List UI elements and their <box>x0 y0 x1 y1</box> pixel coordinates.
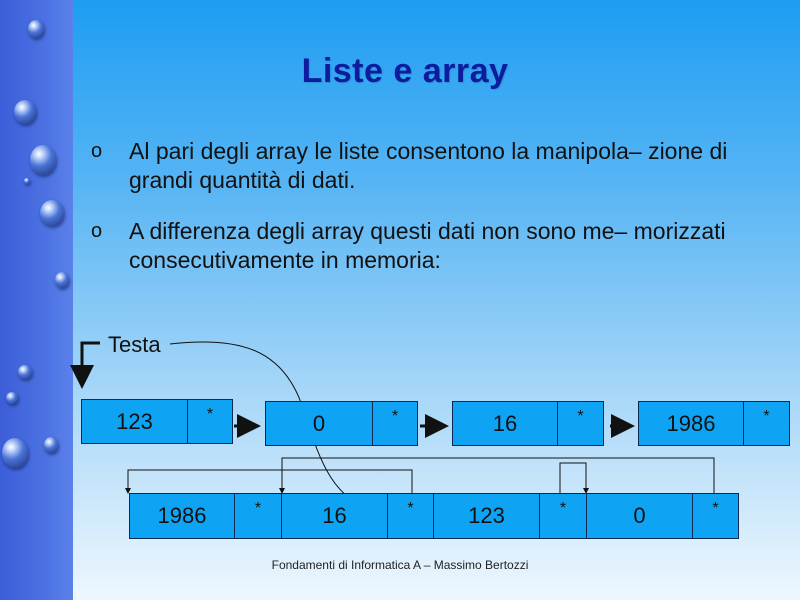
list-node-pointer: * <box>372 401 418 446</box>
memory-cell-value: 0 <box>586 493 693 539</box>
memory-link <box>128 470 412 493</box>
list-node-pointer: * <box>743 401 790 446</box>
bullet-text: Al pari degli array le liste consentono la manipola– zione di grandi quantità di dati. <box>129 138 728 193</box>
bullet-marker-icon: o <box>91 140 103 162</box>
bullet-marker-icon: o <box>91 220 103 242</box>
memory-cell-pointer: * <box>692 493 739 539</box>
memory-link <box>560 463 586 493</box>
memory-cell-value: 16 <box>281 493 388 539</box>
list-node-value: 1986 <box>638 401 744 446</box>
memory-cell-pointer: * <box>387 493 434 539</box>
bullet-text: A differenza degli array questi dati non sono me– morizzati consecutivamente in memoria: <box>129 218 726 273</box>
list-node-value: 16 <box>452 401 558 446</box>
slide-title: Liste e array <box>301 52 509 90</box>
slide-footer: Fondamenti di Informatica A – Massimo Bertozzi <box>271 558 529 572</box>
list-node-value: 123 <box>81 399 188 444</box>
list-node-value: 0 <box>265 401 373 446</box>
head-label: Testa <box>108 332 161 357</box>
list-node-pointer: * <box>187 399 233 444</box>
list-node-pointer: * <box>557 401 604 446</box>
head-pointer-arrow <box>82 343 100 386</box>
memory-cell-value: 1986 <box>129 493 235 539</box>
memory-cell-pointer: * <box>234 493 282 539</box>
memory-cell-value: 123 <box>433 493 540 539</box>
memory-link <box>282 458 714 493</box>
memory-cell-pointer: * <box>539 493 587 539</box>
